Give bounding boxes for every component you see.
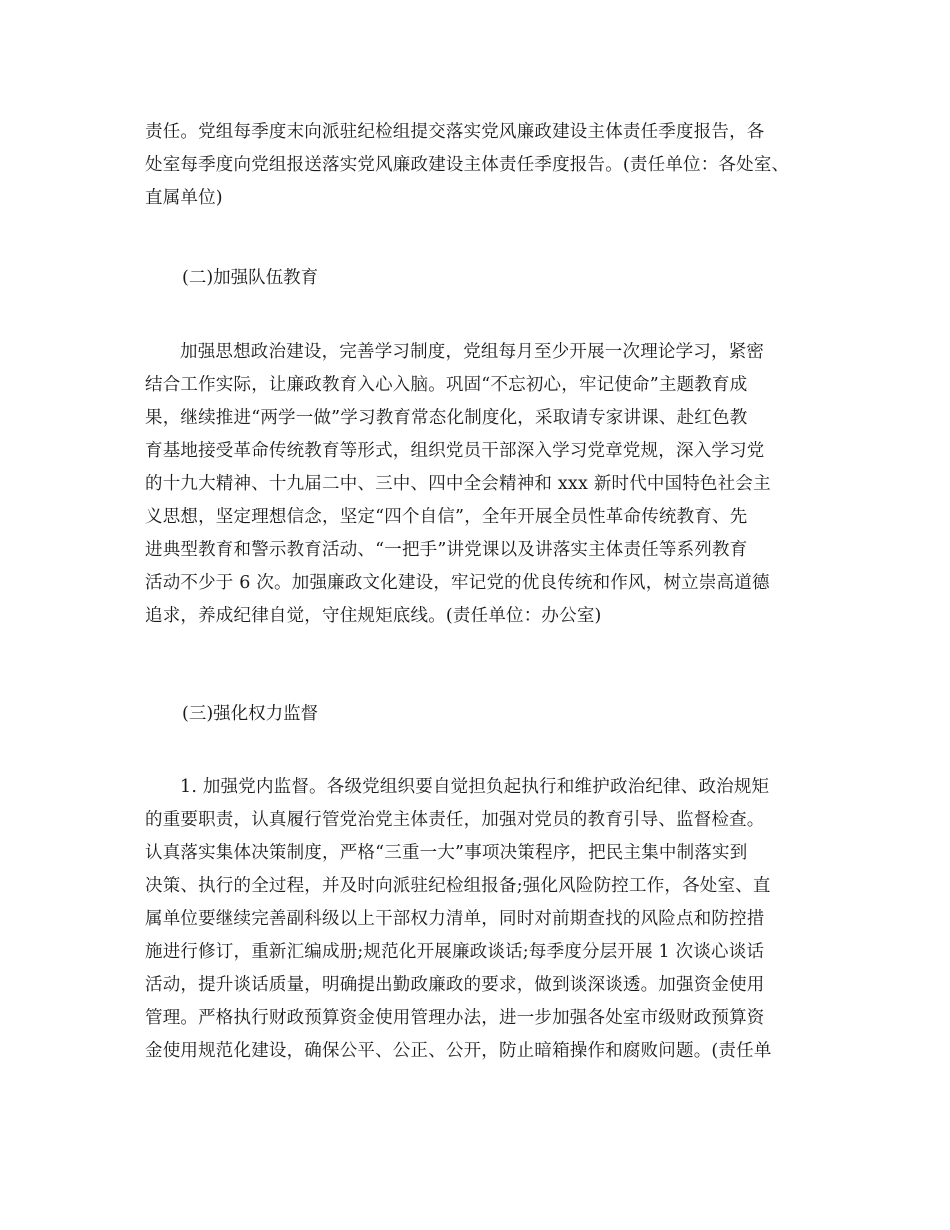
text-line: 管理。严格执行财政预算资金使用管理办法，进一步加强各处室市级财政预算资 <box>145 1008 765 1028</box>
text-line: 进典型教育和警示教育活动、“一把手”讲党课以及讲落实主体责任等系列教育 <box>145 540 748 560</box>
text-line: 处室每季度向党组报送落实党风廉政建设主体责任季度报告。(责任单位：各处室、 <box>145 155 790 175</box>
text-line: 金使用规范化建设，确保公平、公正、公开，防止暗箱操作和腐败问题。(责任单 <box>145 1041 772 1061</box>
text-line: 活动不少于 6 次。加强廉政文化建设，牢记党的优良传统和作风，树立崇高道德 <box>145 573 770 593</box>
text-line: 育基地接受革命传统教育等形式，组织党员干部深入学习党章党规，深入学习党 <box>145 441 765 461</box>
paragraph-responsibility-report <box>145 116 810 215</box>
text-line: 加强思想政治建设，完善学习制度，党组每月至少开展一次理论学习，紧密 <box>180 342 765 362</box>
text-line: 的十九大精神、十九届二中、三中、四中全会精神和 xxx 新时代中国特色社会主 <box>145 474 771 494</box>
text-line: 的重要职责，认真履行管党治党主体责任，加强对党员的教育引导、监督检查。 <box>145 810 765 830</box>
text-line: 责任。党组每季度末向派驻纪检组提交落实党风廉政建设主体责任季度报告，各 <box>145 122 765 142</box>
text-line: 义思想，坚定理想信念，坚定“四个自信”，全年开展全员性革命传统教育、先 <box>145 507 748 527</box>
text-line: 果，继续推进“两学一做”学习教育常态化制度化，采取请专家讲课、赴红色教 <box>145 408 748 428</box>
section-heading-team-education: (二)加强队伍教育 <box>182 268 319 288</box>
text-line: 追求，养成纪律自觉，守住规矩底线。(责任单位：办公室) <box>145 606 602 626</box>
paragraph-power-supervision <box>145 771 810 1068</box>
paragraph-team-education <box>145 336 810 633</box>
text-line: 结合工作实际，让廉政教育入心入脑。巩固“不忘初心，牢记使命”主题教育成 <box>145 375 748 395</box>
text-line: 1. 加强党内监督。各级党组织要自觉担负起执行和维护政治纪律、政治规矩 <box>180 777 770 797</box>
text-line: 属单位要继续完善副科级以上干部权力清单，同时对前期查找的风险点和防控措 <box>145 909 765 929</box>
text-line: 施进行修订，重新汇编成册;规范化开展廉政谈话;每季度分层开展 1 次谈心谈话 <box>145 942 765 962</box>
text-line: 直属单位) <box>145 188 223 208</box>
text-line: 活动，提升谈话质量，明确提出勤政廉政的要求，做到谈深谈透。加强资金使用 <box>145 975 765 995</box>
text-line: 认真落实集体决策制度，严格“三重一大”事项决策程序，把民主集中制落实到 <box>145 843 748 863</box>
text-line: 决策、执行的全过程，并及时向派驻纪检组报备;强化风险防控工作，各处室、直 <box>145 876 771 896</box>
section-heading-power-supervision: (三)强化权力监督 <box>182 704 319 724</box>
